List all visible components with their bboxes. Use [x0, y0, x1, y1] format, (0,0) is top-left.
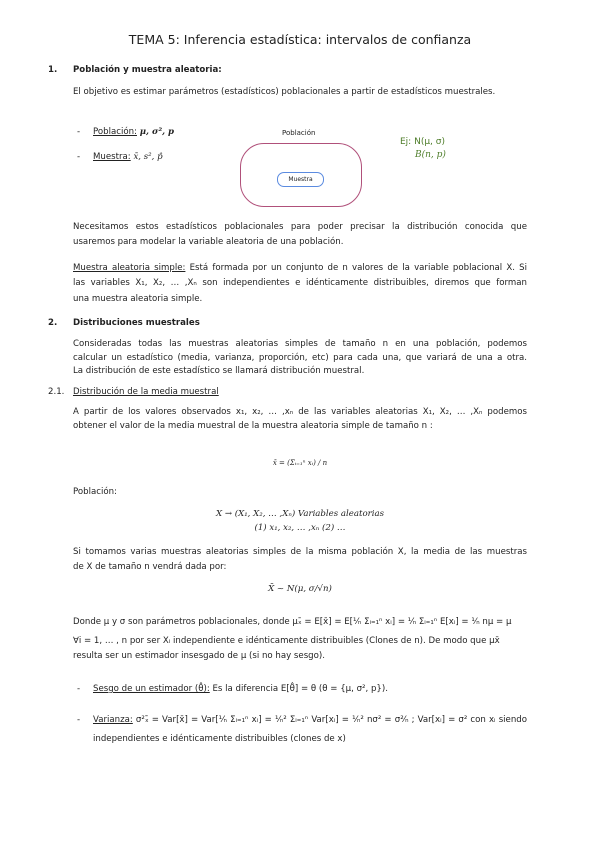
bullet-value: μ, σ², p: [139, 127, 175, 137]
bullet-dash: -: [77, 152, 81, 162]
paragraph-line: Consideradas todas las muestras aleatorias simples de tamaño n en una población, podemos: [73, 339, 527, 349]
paragraph: El objetivo es estimar parámetros (estadísticos) poblacionales a partir de estadísticos muestrales.: [73, 87, 496, 97]
section-number: 2.: [48, 318, 58, 328]
bullet-text: independientes e idénticamente distribuibles (clones de x): [93, 734, 346, 744]
bullet-dash: -: [77, 715, 81, 725]
example-normal: Ej: N(μ, σ): [400, 137, 445, 147]
section-heading: Población y muestra aleatoria:: [73, 65, 222, 75]
section-number: 1.: [48, 65, 58, 75]
bullet-dash: -: [77, 127, 81, 137]
paragraph-line: de X de tamaño n vendrá dada por:: [73, 562, 227, 572]
label: Población:: [73, 487, 117, 497]
sample-diagram: Muestra: [277, 172, 324, 187]
paragraph-line: obtener el valor de la media muestral de la muestra aleatoria simple de tamaño n :: [73, 421, 433, 431]
bullet-label: Población:: [93, 127, 137, 137]
bullet-value: x̄, s², p̂: [133, 152, 163, 162]
bullet-label: Muestra:: [93, 152, 131, 162]
bullet-label: Varianza:: [93, 715, 133, 725]
bullet-label: Sesgo de un estimador (θ̂):: [93, 684, 210, 694]
subsection-heading: Distribución de la media muestral: [73, 387, 219, 397]
paragraph-line: una muestra aleatoria simple.: [73, 294, 203, 304]
paragraph-line: [73, 262, 527, 274]
paragraph-line: La distribución de este estadístico se llamará distribución muestral.: [73, 366, 365, 376]
bullet-text: Es la diferencia E[θ̂] = θ (θ = {μ, σ², p}).: [212, 684, 388, 694]
bullet-text: σ²ₓ̄ = Var[x̄] = Var[¹⁄ₙ Σᵢ₌₁ⁿ xᵢ] = ¹⁄ₙ² Σᵢ₌₁ⁿ Var[xᵢ] = ¹⁄ₙ² nσ² = σ²⁄ₙ ; Var[xᵢ] = σ² con xᵢ siendo: [135, 715, 528, 725]
paragraph-line: Si tomamos varias muestras aleatorias simples de la misma población X, la media de las muestras: [73, 547, 527, 557]
paragraph-line: Donde μ y σ son parámetros poblacionales, donde μₓ̄ = E[x̄] = E[¹⁄ₙ Σᵢ₌₁ⁿ xᵢ] = ¹⁄ₙ Σᵢ₌₁ⁿ E[xᵢ] = ¹⁄ₙ nμ = μ: [73, 617, 512, 627]
paragraph-line: ∀i = 1, … , n por ser Xᵢ independiente e idénticamente distribuibles (Clones de n). De modo que μx̄: [73, 636, 500, 646]
population-formula: X → (X₁, X₂, … ,Xₙ) Variables aleatorias: [215, 509, 385, 519]
subsection-number: 2.1.: [48, 387, 65, 397]
paragraph-line: las variables X₁, X₂, … ,Xₙ son independientes e idénticamente distribuibles, diremos que forman: [73, 278, 527, 288]
page-title: TEMA 5: Inferencia estadística: intervalos de confianza: [128, 32, 472, 47]
diagram-population-label: Población: [282, 129, 316, 137]
paragraph-line: resulta ser un estimador insesgado de μ (si no hay sesgo).: [73, 651, 325, 661]
definition-label: Muestra aleatoria simple:: [73, 263, 186, 273]
section-heading: Distribuciones muestrales: [73, 318, 200, 328]
samples-formula: (1) x₁, x₂, … ,xₙ (2) …: [254, 523, 346, 533]
paragraph-line: usaremos para modelar la variable aleatoria de una población.: [73, 237, 344, 247]
example-binomial: B(n, p): [415, 150, 446, 160]
definition-text: Está formada por un conjunto de n valores de la variable poblacional X. Si: [189, 263, 528, 273]
paragraph-line: A partir de los valores observados x₁, x₂, … ,xₙ de las variables aleatorias X₁, X₂, … ,Xₙ podemos: [73, 407, 527, 417]
mean-formula: x̄ = (Σᵢ₌₁ⁿ xᵢ) / n: [272, 459, 328, 467]
bullet-dash: -: [77, 684, 81, 694]
distribution-formula: X̄ ~ N(μ, σ/√n): [268, 584, 332, 594]
paragraph-line: calcular un estadístico (media, varianza, proporción, etc) para cada una, que variará de una a otra.: [73, 353, 527, 363]
paragraph-line: Necesitamos estos estadísticos poblacionales para poder precisar la distribución conocida que: [73, 222, 527, 232]
